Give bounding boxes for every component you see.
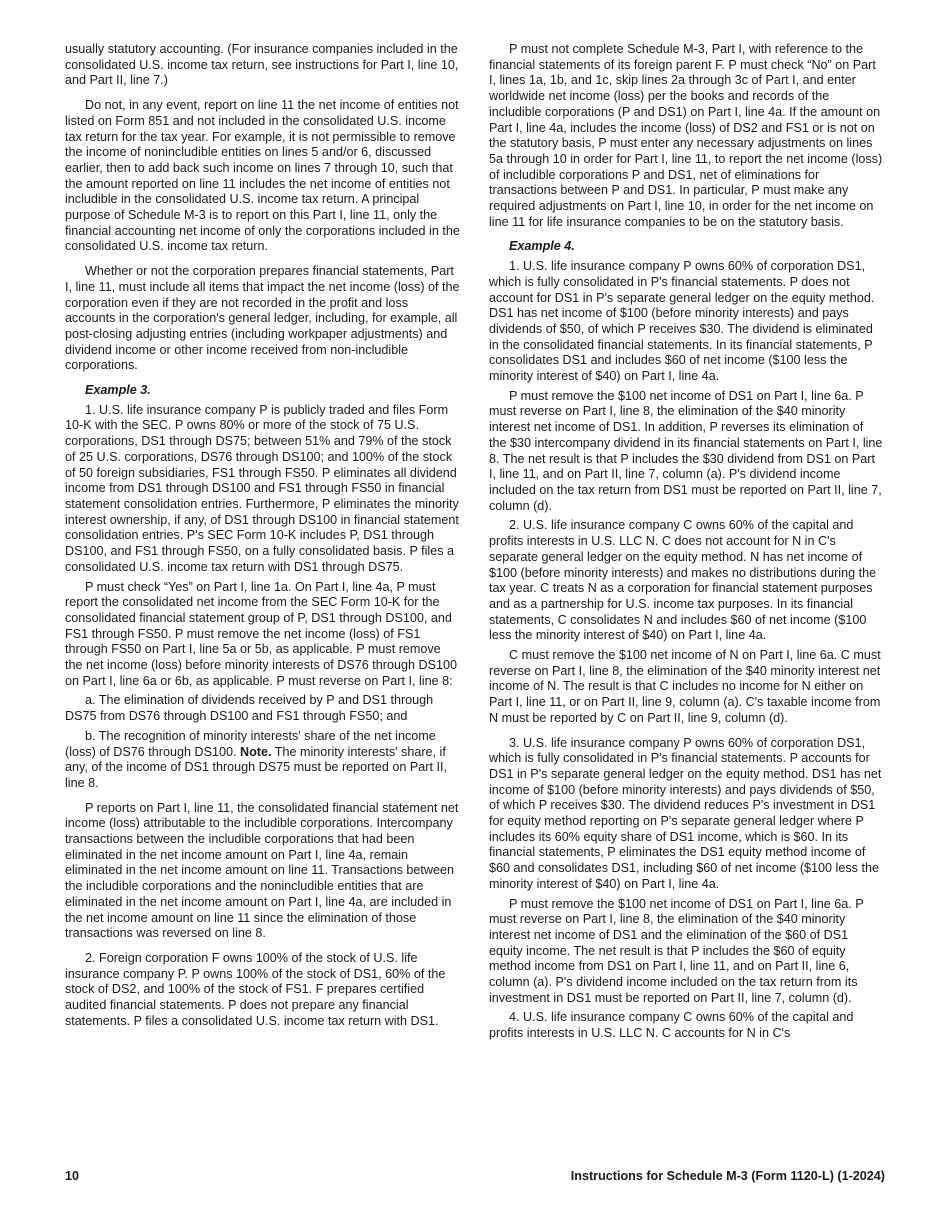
paragraph: P must not complete Schedule M-3, Part I, with reference to the financial statements of its foreign parent F. P must check “No” on Part I, lines 1a, 1b, and 1c, skip lines 2a through 3c of Part I, and enter worldwide net income (loss) per the books and records of the includible corporations (P and DS1) on Part I, line 4a. If the amount on Part I, line 4a, includes the income (loss) of DS2 and FS1 or is not on the statutory basis, P must enter any necessary adjustments on lines 5a through 10 in order for Part I, line 11, to report the net income (loss) of includible corporations P and DS1, net of eliminations for transactions between P and DS1. In particular, P must make any required adjustments on Part I, line 10, in order for the net income on line 11 for life insurance companies to be on the statutory basis.	[489, 42, 883, 229]
example-3-heading: Example 3.	[85, 383, 151, 398]
example-item: 2. U.S. life insurance company C owns 60% of the capital and profits interests in U.S. LLC N. C does not account for N in C's separate general ledger on the equity method. N has net income of $100 (before minority interests) and makes no distributions during the tax year. C treats N as a corporation for financial statement purposes and as a partnership for U.S. income tax purposes. In its financial statements, C consolidates N and includes $60 of net income ($100 less the minority interest of $40) on Part I, line 4a.	[489, 518, 877, 643]
subitem-text: The minority interests' share, if any, of the income of DS1 through DS75 must be reported on Part II, line 8.	[65, 744, 447, 790]
example-subitem-a: a. The elimination of dividends received by P and DS1 through DS75 from DS76 through DS100 and FS1 through FS50; and	[65, 693, 434, 724]
paragraph: usually statutory accounting. (For insurance companies included in the consolidated U.S. income tax return, see instructions for Part I, line 10, and Part II, line 7.)	[65, 42, 459, 88]
paragraph: P must check “Yes” on Part I, line 1a. On Part I, line 4a, P must report the consolidated net income from the SEC Form 10-K for the consolidated financial statement group of P, DS1 through DS100, and FS1 through FS50. P must remove the net income (loss) of FS1 through FS50 on Part I, line 5a or 5b, as applicable. P must remove the net income (loss) before minority interests of DS76 through DS100 on Part I, line 6a or 6b, as applicable. P must reverse on Part I, line 8:	[65, 579, 457, 688]
example-item: 3. U.S. life insurance company P owns 60% of corporation DS1, which is fully consolidated in P's financial statements. P accounts for DS1 in P's separate general ledger on the equity method. DS1 has net income of $100 (before minority interests) and pays dividends of $50, of which P receives $30. The dividend reduces P's investment in DS1 for equity method reporting on P's separate general ledger where P includes its 60% equity share of DS1 income, which is $60. In its financial statements, P eliminates the DS1 equity method income of $60 and consolidates DS1, including $60 of net income ($100 less the minority interest of $40) on Part I, line 4a.	[489, 735, 882, 891]
left-column	[65, 42, 460, 1038]
paragraph: P must remove the $100 net income of DS1 on Part I, line 6a. P must reverse on Part I, line 8, the elimination of the $40 minority interest net income of DS1 and the elimination of the $60 of DS1 equity income. The net result is that P includes the $60 of equity method income from DS1 on Part I, line 11, and on Part II, line 6, column (a). P's dividend income included on the tax return from its investment in DS1 must be reported on Part II, line 7, column (d).	[489, 896, 864, 1005]
page-number: 10	[65, 1169, 80, 1183]
paragraph: Do not, in any event, report on line 11 the net income of entities not listed on Form 851 and not included in the consolidated U.S. income tax return for the tax year. For example, it is not permissible to remove the income of nonincludible entities on lines 5 and/or 6, discussed earlier, then to add back such income on lines 7 through 10, such that the amount reported on line 11 includes the net income of entities not includible in the consolidated U.S. income tax return. A principal purpose of Schedule M-3 is to report on this Part I, line 11, only the financial accounting net income of only the corporations included in the consolidated U.S. income tax return.	[65, 98, 460, 254]
example-item: 2. Foreign corporation F owns 100% of the stock of U.S. life insurance company P. P owns 100% of the stock of DS1, 60% of the stock of DS2, and 100% of the stock of FS1. F prepares certified audited financial statements. P does not prepare any financial statements. P files a consolidated U.S. income tax return with DS1.	[65, 950, 446, 1028]
note-label: Note.	[240, 744, 272, 759]
footer-title: Instructions for Schedule M-3 (Form 1120-L) (1-2024)	[570, 1169, 885, 1183]
example-item: 4. U.S. life insurance company C owns 60% of the capital and profits interests in U.S. LLC N. C accounts for N in C's	[489, 1010, 854, 1041]
paragraph: P reports on Part I, line 11, the consolidated financial statement net income (loss) attributable to the includible corporations. Intercompany transactions between the includible corporations that had been eliminated in the net income amount on Part I, line 4a, remain eliminated in the net income amount on line 11. Transactions between the includible corporations and the nonincludible entities that are eliminated in the net income amount on Part I, line 4a, are included in the net income amount on line 11 since the elimination of those transactions was reversed on line 8.	[65, 800, 459, 941]
example-item: 1. U.S. life insurance company P is publicly traded and files Form 10-K with the SEC. P owns 80% or more of the stock of 75 U.S. corporations, DS1 through DS75; between 51% and 79% of the stock of 25 U.S. corporations, DS76 through DS100; and 100% of the stock of 50 foreign subsidiaries, FS1 through FS50. P eliminates all dividend income from DS1 through DS100 and FS1 through FS50 in financial statement consolidation entries. Furthermore, P eliminates the minority interest ownership, if any, of DS1 through DS100 in financial statement consolidation entries. P's SEC Form 10-K includes P, DS1 through DS100, and FS1 through FS50, on a fully consolidated basis. P files a consolidated U.S. income tax return with DS1 through DS75.	[65, 402, 459, 574]
subitem-text: b. The recognition of minority interests' share of the net income (loss) of DS76 through DS100.	[65, 728, 436, 759]
paragraph: C must remove the $100 net income of N on Part I, line 6a. C must reverse on Part I, line 8, the elimination of the $40 minority interest net income of N. The result is that C includes no income for N either on Part I, line 11, or on Part II, line 9, column (a). C's taxable income from N must be reported by C on Part II, line 9, column (d).	[489, 648, 881, 725]
paragraph: P must remove the $100 net income of DS1 on Part I, line 6a. P must reverse on Part I, line 8, the elimination of the $40 minority interest net income of DS1. In addition, P reverses its elimination of the $30 intercompany dividend in its financial statements on Part I, line 8. The net result is that P includes the $30 dividend from DS1 on Part I, line 11, and on Part II, line 7, column (a). P's dividend income included on the tax return from DS1 must be reported on Part II, line 7, column (d).	[489, 388, 883, 513]
paragraph: Whether or not the corporation prepares financial statements, Part I, line 11, must include all items that impact the net income (loss) of the corporation even if they are not recorded in the profit and loss accounts in the corporation's general ledger, including, for example, all post-closing adjusting entries (including workpaper adjustments) and dividend income or other income received from non-includible corporations.	[65, 264, 460, 373]
example-subitem-b	[65, 729, 460, 792]
right-column	[489, 42, 884, 1051]
example-4-heading: Example 4.	[509, 239, 575, 254]
example-item: 1. U.S. life insurance company P owns 60% of corporation DS1, which is fully consolidated in P's financial statements. P does not account for DS1 in P's separate general ledger on the equity method. DS1 has net income of $100 (before minority interests) and pays dividends of $50, of which P receives $30. The dividend is eliminated in the consolidated financial statements. In its financial statements, P consolidates DS1 and includes $60 of net income ($100 less the minority interest of $40) on Part I, line 4a.	[489, 259, 875, 384]
